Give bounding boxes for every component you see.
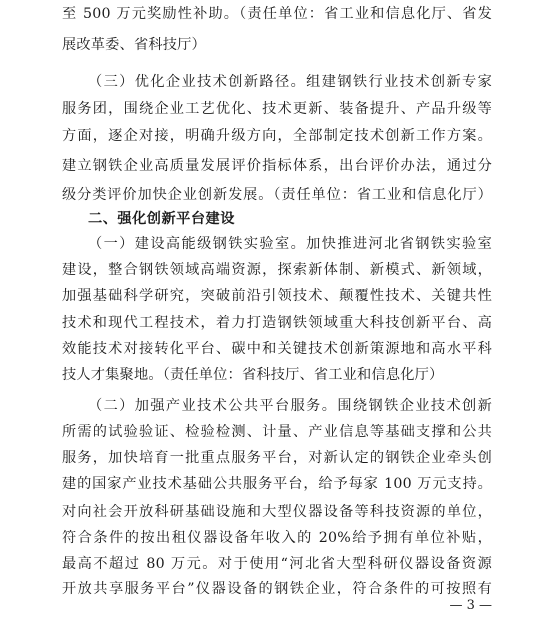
text-line: 加强基础科学研究，突破前沿引领技术、颠覆性技术、关键共性 (62, 288, 492, 304)
text-line: 符合条件的按出租仪器设备年收入的 20%给予拥有单位补贴， (62, 530, 492, 546)
text-line: 技人才集聚地。（责任单位：省科技厅、省工业和信息化厅） (62, 367, 444, 383)
text-line: 最高不超过 80 万元。对于使用“河北省大型科研仪器设备资源 (62, 556, 492, 572)
text-line: 至 500 万元奖励性补助。（责任单位：省工业和信息化厅、省发 (62, 6, 492, 22)
text-line: 建的国家产业技术基础公共服务平台，给予每家 100 万元支持。 (62, 476, 492, 492)
text-line: 效能技术对接转化平台、碳中和关键技术创新策源地和高水平科 (62, 341, 492, 357)
text-line: （三）优化企业技术创新路径。组建钢铁行业技术创新专家 (88, 74, 492, 90)
text-line: 对向社会开放科研基础设施和大型仪器设备等科技资源的单位， (62, 504, 492, 520)
text-line: 服务团，围绕企业工艺优化、技术更新、装备提升、产品升级等 (62, 101, 492, 117)
text-line: 服务，加快培育一批重点服务平台，对新认定的钢铁企业牵头创 (62, 450, 492, 466)
text-line: 级分类评价加快企业创新发展。（责任单位：省工业和信息化厅） (62, 187, 492, 203)
text-line: 展改革委、省科技厅） (62, 37, 206, 53)
text-line: （一）建设高能级钢铁实验室。加快推进河北省钢铁实验室 (88, 236, 492, 252)
text-line: 技术和现代工程技术，着力打造钢铁领域重大科技创新平台、高 (62, 315, 492, 331)
text-line: 建设，整合钢铁领域高端资源，探索新体制、新模式、新领域， (62, 262, 492, 278)
page-number: — 3 — (449, 598, 492, 613)
text-line: 开放共享服务平台”仪器设备的钢铁企业，符合条件的可按照有 (62, 581, 492, 597)
section-heading: 二、强化创新平台建设 (88, 211, 235, 227)
text-line: 所需的试验验证、检验检测、计量、产业信息等基础支撑和公共 (62, 424, 492, 440)
text-line: （二）加强产业技术公共平台服务。围绕钢铁企业技术创新 (88, 398, 492, 414)
text-line: 方面，逐企对接，明确升级方向，全部制定技术创新工作方案。 (62, 128, 492, 144)
text-line: 建立钢铁企业高质量发展评价指标体系，出台评价办法，通过分 (62, 158, 492, 174)
